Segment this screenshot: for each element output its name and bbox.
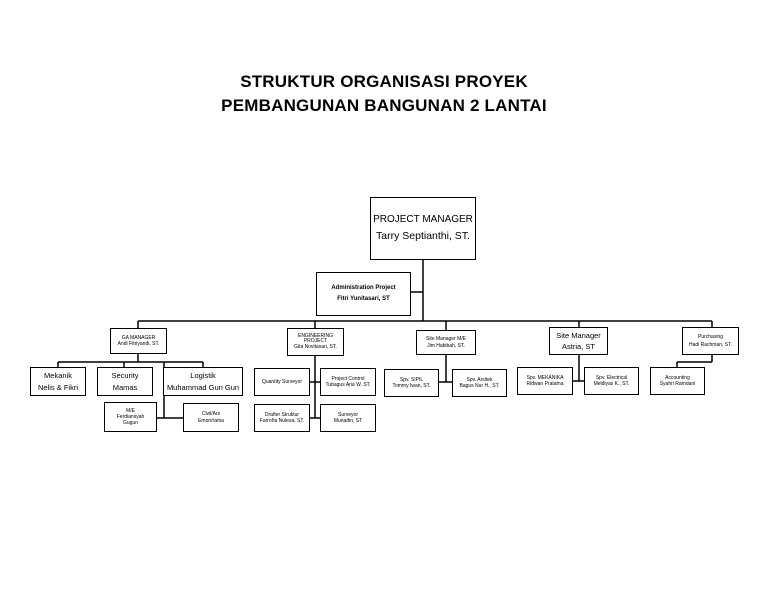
- spv-arsitek-name: Bagus Nur H., ST.: [459, 383, 500, 389]
- spv-arsitek-role: Spv. Arsitek: [466, 376, 493, 383]
- accounting-role: Accounting: [665, 374, 690, 381]
- mekanik-name: Nelis & Fikri: [37, 382, 78, 392]
- project-manager-box: [370, 197, 476, 260]
- engineering-name: Gita Novitasari, ST.: [294, 343, 337, 350]
- site-manager-me-name: Jim Habibah, ST.: [427, 342, 465, 349]
- logistik-box: [163, 367, 243, 396]
- spv-electrical-name: Meldiyas K., ST.: [593, 381, 630, 387]
- spv-electrical-role: Spv. Electrical: [595, 374, 628, 381]
- spv-mekanika-box: [517, 367, 573, 395]
- spv-sipil-role: Spv. SIPIL: [399, 376, 424, 383]
- logistik-role: Logistik: [190, 371, 216, 381]
- site-manager-box: [549, 327, 608, 355]
- admin-name: Fitri Yunitasari, ST: [337, 295, 390, 302]
- logistik-name: Muhammad Gun Gun: [166, 382, 240, 392]
- site-manager-me-role: Site Manager M/E: [425, 336, 467, 343]
- spv-mekanika-name: Ridwan Pratama: [526, 381, 564, 387]
- spv-electrical-box: [584, 367, 639, 395]
- quantity-surveyor-role: Quantity Surveyor: [261, 378, 303, 385]
- site-manager-me-box: [416, 330, 476, 355]
- spv-arsitek-box: [452, 369, 507, 397]
- drafter-box: [254, 404, 310, 432]
- project-control-role: Project Control: [331, 375, 365, 382]
- mekanik-role: Mekanik: [44, 371, 72, 381]
- project-control-box: [320, 368, 376, 396]
- security-name: Mamas: [112, 382, 138, 392]
- spv-sipil-name: Tommy Iwan, ST.: [392, 383, 431, 389]
- admin-role: Administration Project: [331, 285, 396, 291]
- engineering-role-line1: ENGINEERING: [297, 332, 333, 339]
- me-name-line1: Ferdiansyah: [116, 414, 145, 420]
- project-control-name: Tubagus Aria W, ST.: [325, 382, 371, 388]
- me-role: M/E: [126, 408, 135, 414]
- ga-manager-box: [110, 328, 167, 354]
- project-manager-role: PROJECT MANAGER: [373, 214, 473, 226]
- project-manager-name: Tarry Septianthi, ST.: [376, 229, 470, 242]
- civil-name: Emon/rama: [198, 417, 224, 424]
- me-name-line2: Gugun: [122, 420, 138, 426]
- surveyor-box: [320, 404, 376, 432]
- spv-mekanika-role: Spv. MEKANIKA: [526, 374, 564, 381]
- drafter-role: Drafter Struktur: [264, 411, 300, 418]
- site-manager-role: Site Manager: [556, 330, 601, 340]
- spv-sipil-box: [384, 369, 439, 397]
- chart-title-line1: STRUKTUR ORGANISASI PROYEK: [240, 72, 528, 91]
- ga-manager-role: GA MANAGER: [121, 334, 156, 341]
- admin-box: [316, 272, 411, 316]
- security-role: Security: [111, 371, 139, 381]
- accounting-box: [650, 367, 705, 395]
- purchasing-role: Purchasing: [697, 333, 723, 340]
- purchasing-box: [682, 327, 739, 355]
- drafter-name: Farroha Nulesa, ST.: [259, 418, 305, 424]
- me-box: [104, 402, 157, 432]
- ga-manager-name: Andi Fitriyandi, ST.: [117, 341, 160, 347]
- engineering-role-line2: PROJECT: [303, 338, 328, 345]
- chart-title-line2: PEMBANGUNAN BANGUNAN 2 LANTAI: [221, 96, 547, 115]
- civil-box: [183, 403, 239, 432]
- mekanik-box: [30, 367, 86, 396]
- quantity-surveyor-box: [254, 368, 310, 396]
- civil-role: Civil/Ars: [201, 411, 221, 418]
- engineering-box: [287, 328, 344, 356]
- accounting-name: Syahri Ramdani: [659, 381, 696, 387]
- surveyor-name: Munadin, ST: [333, 418, 363, 424]
- surveyor-role: Surveyor: [337, 411, 358, 418]
- purchasing-name: Hadi Rachman, ST.: [688, 342, 733, 348]
- site-manager-name: Astria, ST: [562, 342, 595, 351]
- security-box: [97, 367, 153, 396]
